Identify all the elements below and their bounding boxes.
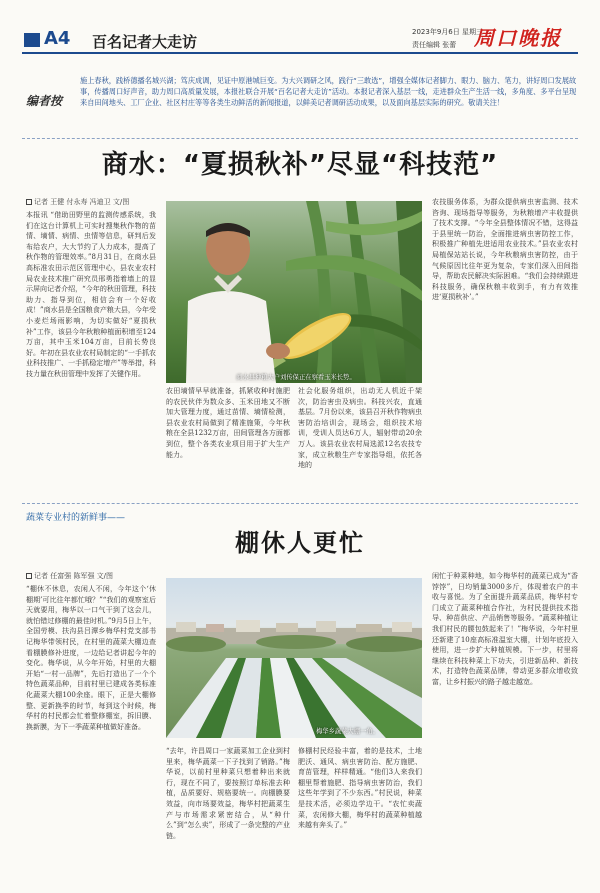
article1-byline-text: 记者 王健 付永寿 冯迪卫 文/图	[34, 198, 130, 206]
article1-byline	[26, 197, 129, 207]
article2-col2: “去年，许昌周口一家蔬菜加工企业到村里来，梅华蔬菜一下子找到了销路。”梅华说，以前村里种菜只想着种出来就行，现在不同了，要按照订单标准去种植，品质要好、规格要统一。向棚膜要效益，向市场要效益，梅华村把蔬菜生产与市场需求紧密结合，从“种什么”到“怎么卖”，形成了一条完整的产业链。	[166, 747, 290, 840]
byline-box-icon	[26, 199, 32, 205]
article1-col3: 农技服务体系，为群众提供病虫害监测、技术咨询、现场指导等服务，为秋粮增产丰收提供了技术支撑。“今年全县整体情况不错，这得益于县里统一防治，全面推进病虫害防控工作，积极推广种植先进适用农业技术。”县农业农村局植保站站长说，今年秋粮病虫害防控，由于气候原因比往年更为复杂，专家们深入田间指导，帮助农民解决实际困难。“我们会持续跟进科技服务，确保秋粮丰收到手，有力有效推进‘夏损秋补’。”	[432, 198, 578, 302]
article2-photo	[166, 578, 422, 738]
article1-col2b: 社会化服务组织，出动无人机近千架次，防治害虫及病虫。科技兴农，直通基层。7月份以来，该县召开秋作物病虫害防治培训会，现场会，组织技术培训，受训人员达6万人，辐射带动20余万人。该县农业农村局选派12名农技专家，成立秋粮生产专家指导组，依托各地的	[298, 387, 422, 470]
article1-col1: 本报讯 “借助田野里的监测传感系统，我们在这台计算机上可实时搜集秋作物的苗情、墒情、病情、虫情等信息，研判后发布给农户，大大节约了人力成本，提高了秋作物的管理效率。”8月31日，在商水县高标准农田示范区管理中心，县农业农村局农业技术推广研究员邢勇指着墙上的显示屏向记者介绍，“今年的秋田管理，科技助力、指导到位，相信会有一个好收成！”商水县是全国粮食产粮大县，今年受小麦烂场雨影响，为切实做好“夏损秋补”工作，该县今年秋粮种植面积增至124万亩，其中玉米104万亩，目前长势良好。年初在县农业农村局制定的“一手抓农业科技推广、一手抓稳定增产”等举措，科技力量在秋田管理中发挥了关键作用。	[26, 211, 156, 378]
divider	[22, 138, 578, 139]
article2-photo-caption: 梅华乡蔬菜大棚一角。	[316, 728, 379, 735]
article1-col2a: 农田墒情早早就准备，抓紧收种时施肥的农民伙伴为数众多、玉米田地又不断加大管理力度，通过苗情、墒情检测，县农业农村局做到了精准施策，今年秋粮在全县1232万亩，田间管理各方面都到位，整个各类农业项目用于扩大生产能力。	[166, 387, 290, 459]
page-marker-icon	[24, 33, 40, 47]
article2-byline-text: 记者 任富强 陈军强 文/图	[34, 572, 114, 580]
editor-note-text: 施上春秋，践桥德播名城兴湖；笃庆成调，见证中原港城巨变。为大兴调研之风，践行“三敢选”，增强全媒体记者脚力、眼力、脑力、笔力，讲好周口发展故事，传播周口好声音，助力周口高质量发展，本报社联合开展“百名记者大走访”活动。本报记者深入基层一线，走进群众生产生活一线，多角度、多平台呈现来自田间地头、工厂企业、社区村庄等等各类生动鲜活的新闻报道，以鲜美记者调研活动成果，以及面向基层实际的研究。敬请关注！	[80, 76, 577, 107]
article1-photo	[166, 201, 422, 383]
article2-subtitle: 蔬菜专业村的新鲜事——	[26, 513, 126, 523]
article2-col4: 闲忙于种菜种地，如今梅华村的蔬菜已成为“香饽饽”，日均销量3000多斤，体现着农户的丰收与喜悦。为了全面提升蔬菜品质，梅华村专门成立了蔬菜种植合作社，为村民提供技术指导、种苗供应、产品销售等服务。“蔬菜种植让我们村民的腰包鼓起来了！”梅华说，今年村里还新建了10座高标准温室大棚，计划年底投入使用，进一步扩大种植规模。下一步，村里将继续在科技种菜上下功夫，引进新品种、新技术，打造特色蔬菜品牌，带动更多群众增收致富，让乡村振兴的路子越走越宽。	[432, 572, 578, 686]
editor-note-label: 编者按	[26, 94, 63, 108]
article2-col1: “棚休不休息，农闲人不闲，今年这个‘休棚期’可比往年都忙哦？”“我们的观察室后天就要用，梅华以一口气干到了这会儿，就怕错过修棚的最佳时机。”9月5日上午，全国劳模、扶沟县吕潭乡梅华村党支部书记梅华带领村民，在村里的蔬菜大棚边查看棚膜修补进度，一边给记者讲起今年的变化。梅华说，从今年开始，村里的大棚开始“一村一品牌”，先后打造出了一个个特色蔬菜品种，目前村里已建成各类标准化蔬菜大棚100余座。眼下，正是大棚修整、更新换季的时节，每到这个时候，梅华村的村民都会忙着整修棚室，拆旧膜、换新膜，为下一季蔬菜种植做好准备。	[26, 585, 156, 731]
page-header	[0, 0, 600, 52]
column-title: 百名记者大走访	[92, 33, 198, 51]
issue-date: 2023年9月6日 星期三	[412, 28, 483, 36]
divider	[22, 503, 578, 504]
article2-col3: 修棚村民经验丰富，着的是技术，土地肥沃、通风、病虫害防治、配方施肥、育苗管理，样样精通。“他们3人来我们棚里帮着施肥、指导病虫害防治，我们这些年学到了不少东西。”村民说，种菜是技术活，必须边学边干。“农忙卖蔬菜，农闲修大棚，梅华村的蔬菜种植越来越有奔头了。”	[298, 747, 422, 830]
article1-photo-caption: 商水县种粮大户刘传保正在察看玉米长势。	[236, 374, 356, 381]
newspaper-logo: 周口晚报	[474, 26, 562, 50]
article2-title: 棚休人更忙	[235, 529, 365, 557]
editor-credit: 责任编辑 张蕾	[412, 41, 457, 49]
corn-field-photo	[166, 201, 422, 383]
article2-byline	[26, 571, 113, 581]
article1-title: 商水：“夏损秋补”尽显“科技范”	[101, 150, 499, 180]
header-rule	[22, 52, 578, 54]
page-number: A4	[44, 28, 71, 49]
byline-box-icon	[26, 573, 32, 579]
greenhouse-photo	[166, 578, 422, 738]
